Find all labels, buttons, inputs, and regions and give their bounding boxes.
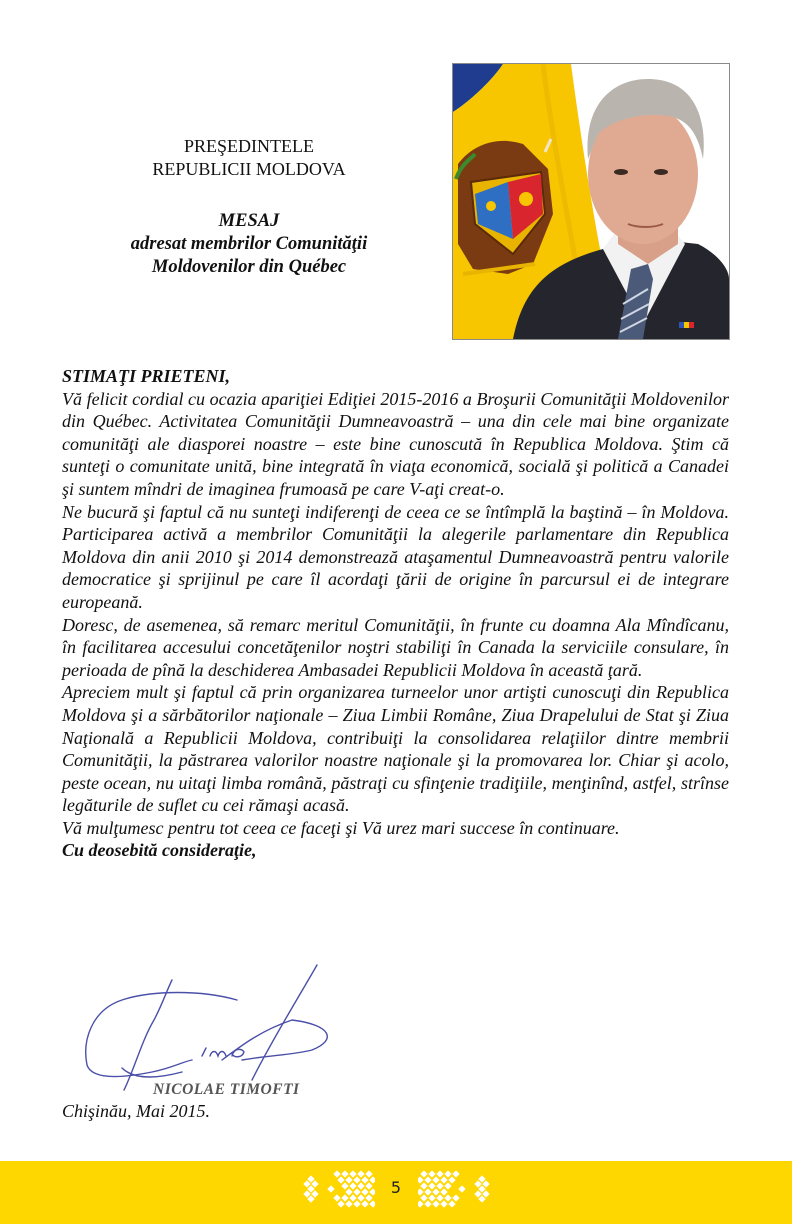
message-subtitle-1: adresat membrilor Comunităţii <box>130 234 368 254</box>
ornament-dot <box>482 1190 489 1197</box>
ornament-dot <box>440 1176 447 1183</box>
ornament-dot <box>353 1200 360 1207</box>
paragraph-5: Vă mulţumesc pentru tot ceea ce faceţi şi Vă urez mari succese în continuare. <box>62 817 620 838</box>
ornament-dot <box>365 1182 372 1189</box>
salutation: STIMAŢI PRIETENI, <box>62 366 231 386</box>
paragraph-1: Vă felicit cordial cu ocazia apariţiei Ediţiei 2015-2016 a Broşurii Comunităţii Moldovenilor din Québec. Activitatea Comunităţii Dumneavoastră – una din cele mai bine organizate comunităţi ale diasporei noastre – este bine cunoscută în Republica Moldova. Ştim că sunteţi o comunitate unită, bine integrată în viaţa economică, socială şi politică a Canadei şi suntem mîndri de imaginea frumoasă pe care V-aţi creat-o. <box>62 388 729 499</box>
ornament-dot <box>353 1176 360 1183</box>
ornament-dot <box>418 1188 424 1195</box>
paragraph-4: Apreciem mult şi faptul că prin organizarea turneelor unor artişti cunoscuţi din Republica Moldova şi a sărbătorilor naţionale – Ziua Limbii Române, Ziua Drapelului de Stat şi Ziua Naţională a Republicii Moldova, contribuiţi la consolidarea relaţiilor dintre membrii Comunităţii, la păstrarea valorilor noastre naţionale şi la promovarea lor. Chiar şi acolo, peste ocean, nu uitaţi limba română, păstraţi cu sfinţenie tradiţiile, menţinînd, astfel, strînse legăturile de suflet cu cei rămaşi acasă. <box>62 682 729 816</box>
left-ornament-icon <box>303 1170 375 1210</box>
ornament-dot <box>369 1200 375 1207</box>
ornament-dot <box>428 1170 435 1177</box>
ornament-dot <box>369 1176 375 1183</box>
ornament-dot <box>333 1194 340 1201</box>
ornament-dot <box>424 1200 431 1207</box>
ornament-dot <box>349 1182 356 1189</box>
ornament-dot <box>303 1180 310 1187</box>
ornament-dot <box>448 1200 455 1207</box>
ornament-dot <box>361 1176 368 1183</box>
ornament-dot <box>424 1176 431 1183</box>
ornament-dot <box>365 1170 372 1177</box>
ornament-dot <box>307 1175 314 1182</box>
message-heading: MESAJ <box>218 211 280 231</box>
ornament-dot <box>357 1194 364 1201</box>
header-block <box>90 135 408 279</box>
ornament-dot <box>478 1175 485 1182</box>
ornament-dot <box>345 1200 352 1207</box>
ornament-dot <box>436 1182 443 1189</box>
title-line-1: PREŞEDINTELE <box>184 136 314 156</box>
ornament-dot <box>440 1188 447 1195</box>
ornament-dot <box>428 1182 435 1189</box>
ornament-dot <box>474 1190 481 1197</box>
ornament-dot <box>341 1170 348 1177</box>
ornament-dot <box>307 1195 314 1202</box>
place-date: Chişinău, Mai 2015. <box>62 1101 211 1121</box>
ornament-dot <box>440 1200 447 1207</box>
ornament-dot <box>311 1190 318 1197</box>
ornament-dot <box>418 1176 424 1183</box>
signatory-name: NICOLAE TIMOFTI <box>153 1081 300 1098</box>
ornament-dot <box>341 1182 348 1189</box>
ornament-dot <box>482 1180 489 1187</box>
ornament-dot <box>365 1194 372 1201</box>
ornament-dot <box>474 1180 481 1187</box>
page-number: 5 <box>390 1178 402 1197</box>
ornament-dot <box>369 1188 375 1195</box>
ornament-dot <box>432 1176 439 1183</box>
ornament-dot <box>452 1194 459 1201</box>
ornament-dot <box>337 1200 344 1207</box>
ornament-dot <box>361 1188 368 1195</box>
flag-pin-icon <box>679 322 694 328</box>
ornament-dot <box>420 1194 427 1201</box>
ornament-dot <box>436 1170 443 1177</box>
right-ornament-icon <box>418 1170 490 1210</box>
portrait-photo <box>452 63 730 340</box>
ornament-dot <box>418 1200 424 1207</box>
ornament-dot <box>357 1170 364 1177</box>
ornament-dot <box>353 1188 360 1195</box>
closing: Cu deosebită consideraţie, <box>62 840 257 861</box>
ornament-dot <box>307 1185 314 1192</box>
ornament-dot <box>345 1188 352 1195</box>
ornament-dot <box>432 1188 439 1195</box>
ornament-dot <box>420 1170 427 1177</box>
letter-body <box>62 365 729 862</box>
ornament-dot <box>311 1180 318 1187</box>
ornament-dot <box>341 1194 348 1201</box>
ornament-dot <box>333 1170 340 1177</box>
ornament-dot <box>432 1200 439 1207</box>
ornament-dot <box>420 1182 427 1189</box>
ornament-dot <box>303 1190 310 1197</box>
message-subtitle-2: Moldovenilor din Québec <box>151 257 347 277</box>
ornament-dot <box>444 1194 451 1201</box>
ornament-dot <box>424 1188 431 1195</box>
ornament-dot <box>452 1170 459 1177</box>
ornament-dot <box>448 1176 455 1183</box>
ornament-dot <box>428 1194 435 1201</box>
ornament-dot <box>458 1185 465 1192</box>
ornament-dot <box>345 1176 352 1183</box>
ornament-dot <box>349 1194 356 1201</box>
ornament-dot <box>357 1182 364 1189</box>
ornament-dot <box>444 1182 451 1189</box>
ornament-dot <box>478 1185 485 1192</box>
ornament-dot <box>349 1170 356 1177</box>
paragraph-3: Doresc, de asemenea, să remarc meritul Comunităţii, în frunte cu doamna Ala Mîndîcanu, în facilitarea accesului concetăţenilor noştri stabiliţi în Canada la serviciile consulare, în perioada de pînă la deschiderea Ambasadei Republicii Moldova în această ţară. <box>62 614 729 680</box>
ornament-dot <box>478 1195 485 1202</box>
ornament-dot <box>337 1176 344 1183</box>
paragraph-2: Ne bucură şi faptul că nu sunteţi indiferenţi de ceea ce se întîmplă la baştină – în Moldova. Participarea activă a membrilor Comunităţii la alegerile parlamentare din Republica Moldova din anii 2010 şi 2014 demonstrează ataşamentul Dumneavoastră pentru valorile democratice şi sprijinul pe care îl acordaţi ţării de origine în parcursul ei de integrare europeană. <box>62 501 729 612</box>
portrait-illustration <box>453 64 729 339</box>
ornament-dot <box>361 1200 368 1207</box>
title-line-2: REPUBLICII MOLDOVA <box>152 159 346 179</box>
ornament-dot <box>436 1194 443 1201</box>
ornament-dot <box>327 1185 334 1192</box>
ornament-dot <box>444 1170 451 1177</box>
